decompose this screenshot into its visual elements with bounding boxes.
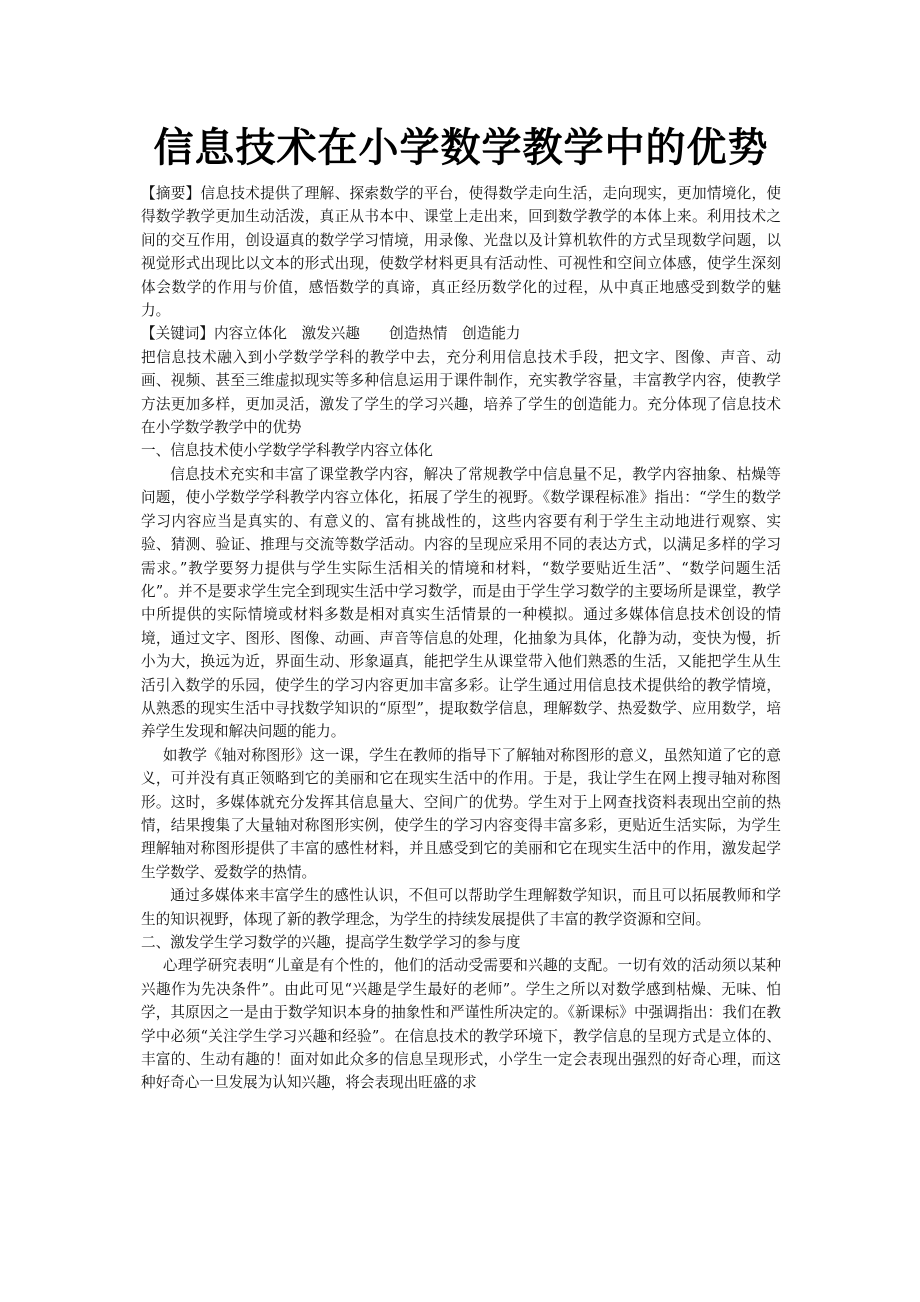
section-1-paragraph-3: 通过多媒体来丰富学生的感性认识，不但可以帮助学生理解数学知识，而且可以拓展教师和学生的知识视野，体现了新的教学理念，为学生的持续发展提供了丰富的教学资源和空间。 (141, 887, 781, 928)
keyword-4: 创造能力 (462, 325, 521, 343)
document-title: 信息技术在小学数学教学中的优势 (153, 125, 769, 171)
keyword-2: 激发兴趣 (301, 325, 360, 343)
intro-paragraph: 把信息技术融入到小学数学学科的教学中去，充分利用信息技术手段，把文字、图像、声音、动画、视频、甚至三维虚拟现实等多种信息运用于课件制作，充实教学容量，丰富教学内容，使教学方法更加多样，更加灵活，激发了学生的学习兴趣，培养了学生的创造能力。充分体现了信息技术在小学数学教学中的优势 (141, 348, 781, 437)
keywords-label: 【关键词】 (141, 325, 214, 343)
keywords-line (141, 322, 781, 345)
document-page (141, 118, 781, 1095)
section-2-heading: 二、激发学生学习数学的兴趣，提高学生数学学习的参与度 (141, 934, 521, 951)
section-1-heading: 一、信息技术使小学数学学科教学内容立体化 (141, 442, 433, 460)
section-1-paragraph-1: 信息技术充实和丰富了课堂教学内容，解决了常规教学中信息量不足，教学内容抽象、枯燥等问题，使小学数学学科教学内容立体化，拓展了学生的视野。《数学课程标准》指出：“学生的数学学习内容应当是真实的、有意义的、富有挑战性的，这些内容要有利于学生主动地进行观察、实验、猜测、验证、推理与交流等数学活动。内容的呈现应采用不同的表达方式，以满足多样的学习需求。”教学要努力提供与学生实际生活相关的情境和材料，“数学要贴近生活”、“数学问题生活化”。并不是要求学生完全到现实生活中学习数学，而是由于学生学习数学的主要场所是课堂，教学中所提供的实际情境或材料多数是相对真实生活情景的一种模拟。通过多媒体信息技术创设的情境，通过文字、图形、图像、动画、声音等信息的处理，化抽象为具体，化静为动，变快为慢，折小为大，换远为近，界面生动、形象逼真，能把学生从课堂带入他们熟悉的生活，又能把学生从生活引入数学的乐园，使学生的学习内容更加丰富多彩。让学生通过用信息技术提供给的教学情境，从熟悉的现实生活中寻找数学知识的“原型”，提取数学信息，理解数学、热爱数学、应用数学，培养学生发现和解决问题的能力。 (141, 465, 781, 741)
abstract-paragraph: 【摘要】信息技术提供了理解、探索数学的平台，使得数学走向生活，走向现实，更加情境化，使得数学教学更加生动活泼，真正从书本中、课堂上走出来，回到数学教学的本体上来。利用技术之间的交互作用，创设逼真的数学学习情境，用录像、光盘以及计算机软件的方式呈现数学问题，以视觉形式出现比以文本的形式出现，使数学材料更具有活动性、可视性和空间立体感，使学生深刻体会数学的作用与价值，感悟数学的真谛，真正经历数学化的过程，从中真正地感受到数学的魅力。 (141, 185, 781, 320)
section-2-paragraph-1: 心理学研究表明“儿童是有个性的，他们的活动受需要和兴趣的支配。一切有效的活动须以某种兴趣作为先决条件”。由此可见“兴趣是学生最好的老师”。学生之所以对数学感到枯燥、无味、怕学，其原因之一是由于数学知识本身的抽象性和严谨性所决定的。《新课标》中强调指出：我们在教学中必须“关注学生学习兴趣和经验”。在信息技术的教学环境下，教学信息的呈现方式是立体的、丰富的、生动有趣的！面对如此众多的信息呈现形式，小学生一定会表现出强烈的好奇心理，而这种好奇心一旦发展为认知兴趣，将会表现出旺盛的求 (141, 957, 781, 1092)
keyword-3: 创造热情 (389, 325, 448, 343)
section-1-paragraph-2: 如教学《轴对称图形》这一课，学生在教师的指导下了解轴对称图形的意义，虽然知道了它的意义，可并没有真正领略到它的美丽和它在现实生活中的作用。于是，我让学生在网上搜寻轴对称图形。这时，多媒体就充分发挥其信息量大、空间广的优势。学生对于上网查找资料表现出空前的热情，结果搜集了大量轴对称图形实例，使学生的学习内容变得丰富多彩，更贴近生活实际，为学生理解轴对称图形提供了丰富的感性材料，并且感受到它的美丽和它在现实生活中的作用，激发起学生学数学、爱数学的热情。 (141, 746, 781, 881)
keyword-1: 内容立体化 (213, 325, 287, 343)
